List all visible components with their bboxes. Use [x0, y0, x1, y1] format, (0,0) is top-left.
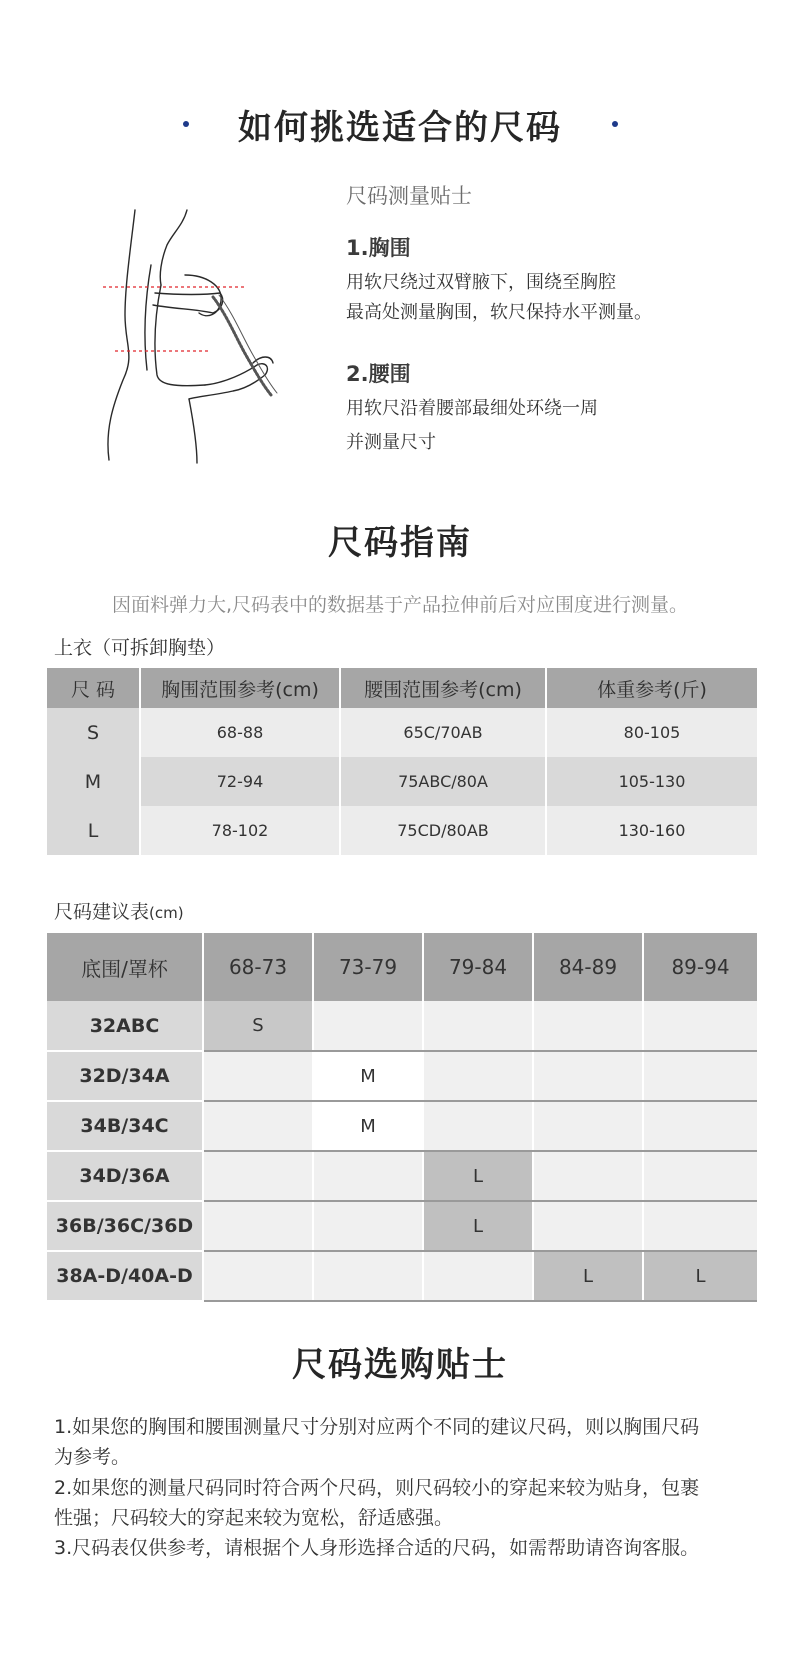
title-dot-right — [612, 121, 618, 127]
table-cell — [313, 1201, 423, 1251]
table-row — [47, 708, 757, 757]
table-cell — [533, 1101, 643, 1151]
table-cell: M — [47, 757, 140, 806]
table-row — [47, 1001, 757, 1051]
table-header-cell: 89-94 — [643, 933, 757, 1001]
table-header-row — [47, 933, 757, 1001]
suggest-table-caption-unit: (cm) — [149, 904, 184, 922]
table-header-cell: 73-79 — [313, 933, 423, 1001]
table-cell — [643, 1101, 757, 1151]
table-cell: M — [313, 1051, 423, 1101]
table-cell — [423, 1051, 533, 1101]
table-row-header: 32ABC — [47, 1001, 203, 1051]
table-cell: 75CD/80AB — [340, 806, 546, 855]
table-row-header: 38A-D/40A-D — [47, 1251, 203, 1301]
table-row — [47, 757, 757, 806]
table-cell: 130-160 — [546, 806, 757, 855]
waist-tip-title: 2.腰围 — [346, 362, 411, 386]
buying-tips-title: 尺码选购贴士 — [292, 1345, 508, 1385]
table-cell — [423, 1101, 533, 1151]
table-cell — [643, 1201, 757, 1251]
table-cell — [533, 1001, 643, 1051]
table-cell: L — [533, 1251, 643, 1301]
table-cell — [533, 1051, 643, 1101]
table-header-cell: 体重参考(斤) — [546, 668, 757, 708]
measurement-illustration — [95, 205, 305, 465]
table-header-row — [47, 668, 757, 708]
table-row-header: 34B/34C — [47, 1101, 203, 1151]
page-title: 如何挑选适合的尺码 — [238, 108, 562, 148]
table-row — [47, 1151, 757, 1201]
table-cell — [643, 1051, 757, 1101]
table-cell — [313, 1001, 423, 1051]
bust-tip-line-2: 最高处测量胸围，软尺保持水平测量。 — [346, 302, 652, 323]
table-header-cell: 68-73 — [203, 933, 313, 1001]
table-cell: L — [423, 1151, 533, 1201]
table-cell — [423, 1251, 533, 1301]
table-cell — [533, 1201, 643, 1251]
size-suggestion-table — [47, 933, 757, 1302]
table-cell — [313, 1151, 423, 1201]
buying-tip-line: 为参考。 — [54, 1446, 131, 1468]
table-cell: 80-105 — [546, 708, 757, 757]
table-header-cell: 底围/罩杯 — [47, 933, 203, 1001]
top-table-caption: 上衣（可拆卸胸垫） — [54, 637, 226, 659]
table-cell: L — [423, 1201, 533, 1251]
measure-tips-heading: 尺码测量贴士 — [346, 184, 472, 208]
table-cell — [203, 1151, 313, 1201]
table-row-header: 34D/36A — [47, 1151, 203, 1201]
suggest-table-caption-text: 尺码建议表 — [54, 901, 150, 923]
buying-tip-line: 2.如果您的测量尺码同时符合两个尺码，则尺码较小的穿起来较为贴身，包裹 — [54, 1477, 700, 1499]
table-cell: 68-88 — [140, 708, 340, 757]
table-cell: 72-94 — [140, 757, 340, 806]
table-row-header: 32D/34A — [47, 1051, 203, 1101]
table-cell: 75ABC/80A — [340, 757, 546, 806]
table-row — [47, 1101, 757, 1151]
table-cell — [203, 1251, 313, 1301]
table-cell: M — [313, 1101, 423, 1151]
table-header-cell: 胸围范围参考(cm) — [140, 668, 340, 708]
bust-tip-title: 1.胸围 — [346, 236, 411, 260]
table-cell: S — [203, 1001, 313, 1051]
table-cell — [313, 1251, 423, 1301]
table-header-cell: 84-89 — [533, 933, 643, 1001]
table-cell — [203, 1201, 313, 1251]
table-cell: L — [47, 806, 140, 855]
buying-tip-line: 1.如果您的胸围和腰围测量尺寸分别对应两个不同的建议尺码，则以胸围尺码 — [54, 1416, 700, 1438]
table-row — [47, 1201, 757, 1251]
suggest-table-caption — [54, 897, 184, 924]
bust-tip-line-1: 用软尺绕过双臂腋下，围绕至胸腔 — [346, 272, 616, 293]
table-cell — [203, 1051, 313, 1101]
table-cell — [643, 1001, 757, 1051]
table-cell: 65C/70AB — [340, 708, 546, 757]
table-header-cell: 79-84 — [423, 933, 533, 1001]
table-cell — [643, 1151, 757, 1201]
top-size-table — [47, 668, 757, 855]
table-cell: 105-130 — [546, 757, 757, 806]
table-row — [47, 1251, 757, 1301]
size-guide-title: 尺码指南 — [328, 523, 472, 563]
table-row — [47, 1051, 757, 1101]
buying-tip-line: 3.尺码表仅供参考，请根据个人身形选择合适的尺码，如需帮助请咨询客服。 — [54, 1537, 700, 1559]
buying-tip-line: 性强；尺码较大的穿起来较为宽松，舒适感强。 — [54, 1507, 454, 1529]
table-cell — [203, 1101, 313, 1151]
table-cell: 78-102 — [140, 806, 340, 855]
waist-tip-line-2: 并测量尺寸 — [346, 432, 436, 453]
table-header-cell: 腰围范围参考(cm) — [340, 668, 546, 708]
table-cell — [533, 1151, 643, 1201]
table-header-cell: 尺 码 — [47, 668, 140, 708]
table-cell: S — [47, 708, 140, 757]
table-cell: L — [643, 1251, 757, 1301]
waist-tip-line-1: 用软尺沿着腰部最细处环绕一周 — [346, 398, 598, 419]
size-guide-description: 因面料弹力大,尺码表中的数据基于产品拉伸前后对应围度进行测量。 — [111, 594, 689, 616]
table-row — [47, 806, 757, 855]
table-cell — [423, 1001, 533, 1051]
table-row-header: 36B/36C/36D — [47, 1201, 203, 1251]
